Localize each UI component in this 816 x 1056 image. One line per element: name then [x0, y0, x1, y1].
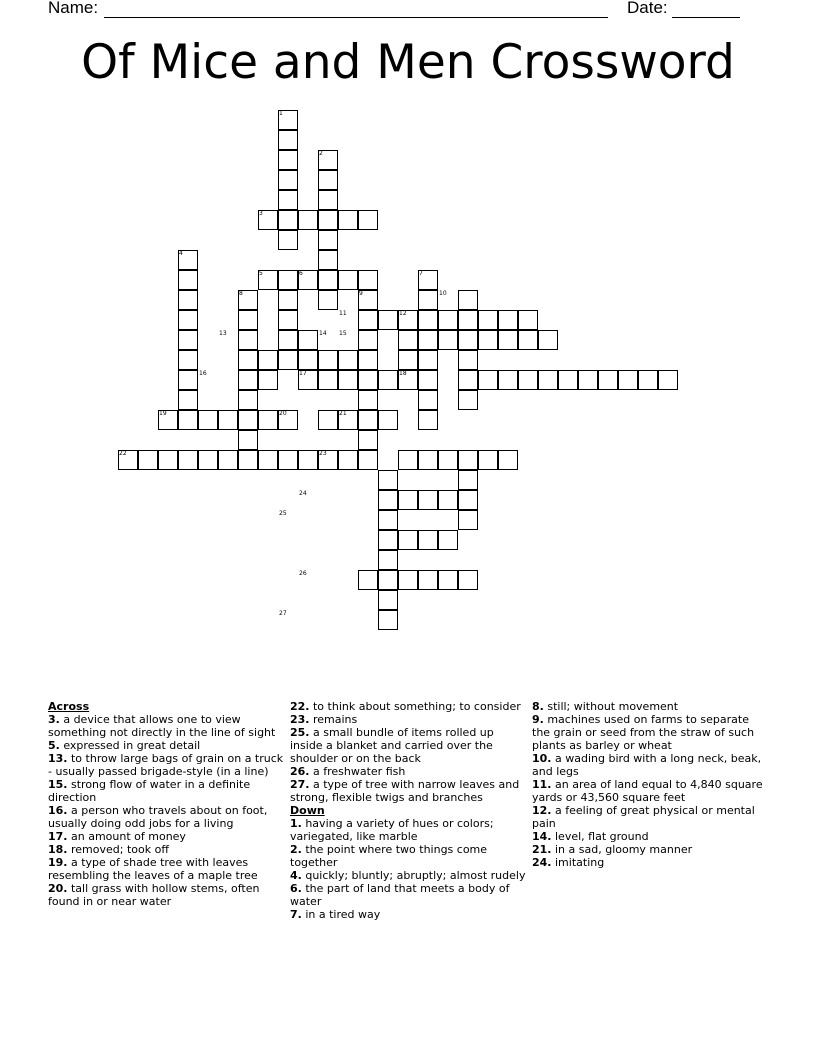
clue-text: tall grass with hollow stems, often found in or near water	[48, 882, 260, 908]
grid-cell[interactable]	[278, 290, 298, 310]
grid-cell[interactable]	[358, 210, 378, 230]
grid-cell[interactable]	[178, 310, 198, 330]
clue-text: a wading bird with a long neck, beak, and legs	[532, 752, 762, 778]
clue-number-label: 7	[419, 270, 423, 277]
clue-text: a person who travels about on foot, usually doing odd jobs for a living	[48, 804, 268, 830]
grid-cell[interactable]	[418, 370, 438, 390]
grid-cell[interactable]	[358, 390, 378, 410]
clue-number: 4.	[290, 869, 302, 882]
grid-cell[interactable]	[278, 170, 298, 190]
grid-cell[interactable]	[178, 270, 198, 290]
clue-item	[290, 843, 526, 869]
clue-text: a small bundle of items rolled up inside a blanket and carried over the shoulder or on the back	[290, 726, 494, 765]
clue-text: to throw large bags of grain on a truck - usually passed brigade-style (in a line)	[48, 752, 284, 778]
grid-cell[interactable]	[418, 450, 438, 470]
grid-cell[interactable]	[458, 470, 478, 490]
grid-cell[interactable]	[378, 370, 398, 390]
grid-cell[interactable]	[318, 410, 338, 430]
grid-cell[interactable]	[278, 210, 298, 230]
clue-text: a freshwater fish	[309, 765, 406, 778]
clue-number: 10.	[532, 752, 552, 765]
clue-item	[532, 804, 768, 830]
grid-cell[interactable]	[178, 330, 198, 350]
grid-cell[interactable]	[318, 270, 338, 290]
clue-item	[48, 713, 284, 739]
grid-cell[interactable]	[238, 430, 258, 450]
grid-cell[interactable]	[518, 370, 538, 390]
clue-number-label: 21	[339, 410, 347, 417]
grid-cell[interactable]	[478, 330, 498, 350]
grid-cell[interactable]	[278, 450, 298, 470]
grid-cell[interactable]	[298, 210, 318, 230]
clue-number-label: 22	[119, 450, 127, 457]
clue-number-label: 20	[279, 410, 287, 417]
across-heading: Across	[48, 700, 90, 713]
clue-text: the part of land that meets a body of water	[290, 882, 510, 908]
grid-cell[interactable]	[358, 310, 378, 330]
grid-cell[interactable]	[318, 170, 338, 190]
grid-cell[interactable]	[298, 350, 318, 370]
grid-cell[interactable]	[378, 410, 398, 430]
grid-cell[interactable]	[238, 410, 258, 430]
grid-cell[interactable]	[498, 330, 518, 350]
clue-text: a type of shade tree with leaves resembling the leaves of a maple tree	[48, 856, 258, 882]
clue-text: a device that allows one to view something not directly in the line of sight	[48, 713, 276, 739]
clue-item	[290, 713, 526, 726]
grid-cell[interactable]	[378, 590, 398, 610]
grid-cell[interactable]	[358, 570, 378, 590]
grid-cell[interactable]	[378, 310, 398, 330]
clue-number-label: 24	[299, 490, 307, 497]
grid-cell[interactable]	[458, 390, 478, 410]
grid-cell[interactable]	[478, 310, 498, 330]
clue-text: imitating	[551, 856, 605, 869]
clue-number: 12.	[532, 804, 552, 817]
grid-cell[interactable]	[638, 370, 658, 390]
grid-cell[interactable]	[278, 190, 298, 210]
clue-number-label: 25	[279, 510, 287, 517]
clue-number: 20.	[48, 882, 68, 895]
clue-text: in a sad, gloomy manner	[551, 843, 693, 856]
clue-text: an area of land equal to 4,840 square yards or 43,560 square feet	[532, 778, 763, 804]
clue-number-label: 3	[259, 210, 263, 217]
date-label: Date:	[627, 0, 668, 17]
grid-cell[interactable]	[338, 450, 358, 470]
clue-number-label: 27	[279, 610, 287, 617]
clue-number: 24.	[532, 856, 552, 869]
clue-text: an amount of money	[67, 830, 186, 843]
grid-cell[interactable]	[178, 390, 198, 410]
clue-number: 26.	[290, 765, 310, 778]
clue-item	[48, 882, 284, 908]
clue-item	[48, 843, 284, 856]
clue-text: having a variety of hues or colors; variegated, like marble	[290, 817, 494, 843]
grid-cell[interactable]	[458, 450, 478, 470]
grid-cell[interactable]	[238, 310, 258, 330]
grid-cell[interactable]	[318, 190, 338, 210]
clue-item	[48, 778, 284, 804]
grid-cell[interactable]	[278, 350, 298, 370]
page-title: Of Mice and Men Crossword	[81, 35, 735, 90]
grid-cell[interactable]	[318, 230, 338, 250]
clue-number: 22.	[290, 700, 310, 713]
grid-cell[interactable]	[338, 270, 358, 290]
clue-number: 25.	[290, 726, 310, 739]
grid-cell[interactable]	[518, 330, 538, 350]
grid-cell[interactable]	[278, 330, 298, 350]
name-label: Name:	[48, 0, 99, 17]
grid-cell[interactable]	[318, 370, 338, 390]
clue-number-label: 16	[199, 370, 207, 377]
grid-cell[interactable]	[358, 270, 378, 290]
grid-cell[interactable]	[598, 370, 618, 390]
grid-cell[interactable]	[458, 310, 478, 330]
clue-text: remains	[309, 713, 358, 726]
clue-item	[532, 856, 768, 869]
clue-number-label: 19	[159, 410, 167, 417]
grid-cell[interactable]	[438, 530, 458, 550]
clue-number-label: 14	[319, 330, 327, 337]
grid-cell[interactable]	[418, 350, 438, 370]
grid-cell[interactable]	[618, 370, 638, 390]
grid-cell[interactable]	[458, 510, 478, 530]
grid-cell[interactable]	[318, 210, 338, 230]
grid-cell[interactable]	[538, 330, 558, 350]
grid-cell[interactable]	[418, 310, 438, 330]
clue-item	[48, 804, 284, 830]
clue-number-label: 18	[399, 370, 407, 377]
clue-item	[532, 778, 768, 804]
grid-cell[interactable]	[338, 210, 358, 230]
grid-cell[interactable]	[398, 330, 418, 350]
grid-cell[interactable]	[478, 370, 498, 390]
clue-text: still; without movement	[543, 700, 679, 713]
grid-cell[interactable]	[278, 310, 298, 330]
clue-number: 19.	[48, 856, 68, 869]
clues-column-2	[290, 700, 526, 921]
clue-item	[48, 830, 284, 843]
grid-cell[interactable]	[358, 350, 378, 370]
grid-cell[interactable]	[278, 130, 298, 150]
clue-number-label: 13	[219, 330, 227, 337]
clue-number: 3.	[48, 713, 60, 726]
clue-item	[290, 778, 526, 804]
clue-number-label: 15	[339, 330, 347, 337]
grid-cell[interactable]	[418, 410, 438, 430]
grid-cell[interactable]	[458, 330, 478, 350]
grid-cell[interactable]	[178, 370, 198, 390]
grid-cell[interactable]	[238, 330, 258, 350]
clue-item	[532, 830, 768, 843]
clue-number: 21.	[532, 843, 552, 856]
grid-cell[interactable]	[238, 370, 258, 390]
clues-column-1	[48, 700, 284, 908]
clue-number-label: 23	[319, 450, 327, 457]
grid-cell[interactable]	[298, 330, 318, 350]
clue-item	[290, 700, 526, 713]
clue-number: 17.	[48, 830, 68, 843]
grid-cell[interactable]	[418, 390, 438, 410]
grid-cell[interactable]	[138, 450, 158, 470]
grid-cell[interactable]	[578, 370, 598, 390]
clue-text: level, flat ground	[551, 830, 649, 843]
grid-cell[interactable]	[378, 570, 398, 590]
clue-item	[290, 765, 526, 778]
grid-cell[interactable]	[458, 570, 478, 590]
clue-number-label: 9	[359, 290, 363, 297]
clue-number: 14.	[532, 830, 552, 843]
grid-cell[interactable]	[498, 450, 518, 470]
grid-cell[interactable]	[238, 350, 258, 370]
grid-cell[interactable]	[238, 450, 258, 470]
clue-text: to think about something; to consider	[309, 700, 521, 713]
clue-text: quickly; bluntly; abruptly; almost rudely	[301, 869, 526, 882]
clue-number: 15.	[48, 778, 68, 791]
clue-number: 6.	[290, 882, 302, 895]
grid-cell[interactable]	[278, 230, 298, 250]
clue-number: 5.	[48, 739, 60, 752]
clue-number: 13.	[48, 752, 68, 765]
grid-cell[interactable]	[358, 450, 378, 470]
grid-cell[interactable]	[338, 350, 358, 370]
clue-number-label: 26	[299, 570, 307, 577]
grid-cell[interactable]	[418, 330, 438, 350]
grid-cell[interactable]	[358, 430, 378, 450]
grid-cell[interactable]	[378, 470, 398, 490]
clue-number-label: 1	[279, 110, 283, 117]
clue-item	[532, 713, 768, 752]
grid-cell[interactable]	[178, 350, 198, 370]
clue-number: 27.	[290, 778, 310, 791]
grid-cell[interactable]	[198, 410, 218, 430]
grid-cell[interactable]	[458, 290, 478, 310]
clue-number: 7.	[290, 908, 302, 921]
grid-cell[interactable]	[178, 450, 198, 470]
clue-number: 8.	[532, 700, 544, 713]
grid-cell[interactable]	[278, 150, 298, 170]
clue-item	[290, 817, 526, 843]
grid-cell[interactable]	[438, 490, 458, 510]
grid-cell[interactable]	[178, 410, 198, 430]
grid-cell[interactable]	[458, 350, 478, 370]
clue-number-label: 4	[179, 250, 183, 257]
grid-cell[interactable]	[398, 450, 418, 470]
clue-text: strong flow of water in a definite direction	[48, 778, 251, 804]
grid-cell[interactable]	[318, 250, 338, 270]
clue-number-label: 17	[299, 370, 307, 377]
grid-cell[interactable]	[338, 370, 358, 390]
clue-item	[48, 856, 284, 882]
clue-number-label: 6	[299, 270, 303, 277]
clue-text: removed; took off	[67, 843, 169, 856]
grid-cell[interactable]	[278, 270, 298, 290]
clue-number: 11.	[532, 778, 552, 791]
clue-item	[290, 908, 526, 921]
clue-text: in a tired way	[301, 908, 381, 921]
clue-number-label: 12	[399, 310, 407, 317]
clue-number: 18.	[48, 843, 68, 856]
grid-cell[interactable]	[178, 290, 198, 310]
grid-cell[interactable]	[438, 570, 458, 590]
grid-cell[interactable]	[258, 450, 278, 470]
grid-cell[interactable]	[378, 610, 398, 630]
clue-text: a type of tree with narrow leaves and strong, flexible twigs and branches	[290, 778, 520, 804]
clue-text: expressed in great detail	[59, 739, 201, 752]
clue-number: 9.	[532, 713, 544, 726]
clue-text: machines used on farms to separate the grain or seed from the straw of such plants as barley or wheat	[532, 713, 755, 752]
clue-number-label: 11	[339, 310, 347, 317]
grid-cell[interactable]	[398, 350, 418, 370]
grid-cell[interactable]	[478, 450, 498, 470]
grid-cell[interactable]	[518, 310, 538, 330]
grid-cell[interactable]	[398, 490, 418, 510]
grid-cell[interactable]	[558, 370, 578, 390]
clue-item	[290, 726, 526, 765]
clue-number-label: 10	[439, 290, 447, 297]
grid-cell[interactable]	[378, 530, 398, 550]
clue-number: 16.	[48, 804, 68, 817]
grid-cell[interactable]	[318, 350, 338, 370]
grid-cell[interactable]	[258, 410, 278, 430]
grid-cell[interactable]	[398, 530, 418, 550]
grid-cell[interactable]	[658, 370, 678, 390]
grid-cell[interactable]	[418, 290, 438, 310]
grid-cell[interactable]	[418, 490, 438, 510]
grid-cell[interactable]	[218, 450, 238, 470]
grid-cell[interactable]	[378, 510, 398, 530]
clue-text: a feeling of great physical or mental pain	[532, 804, 755, 830]
grid-cell[interactable]	[198, 450, 218, 470]
clue-item	[532, 700, 768, 713]
clue-number-label: 5	[259, 270, 263, 277]
grid-cell[interactable]	[218, 410, 238, 430]
clues-column-3	[532, 700, 768, 869]
clue-item	[532, 843, 768, 856]
clue-number: 23.	[290, 713, 310, 726]
grid-cell[interactable]	[298, 450, 318, 470]
grid-cell[interactable]	[498, 310, 518, 330]
grid-cell[interactable]	[358, 330, 378, 350]
clue-number: 1.	[290, 817, 302, 830]
grid-cell[interactable]	[458, 370, 478, 390]
clue-number: 2.	[290, 843, 302, 856]
grid-cell[interactable]	[258, 350, 278, 370]
clue-item	[48, 739, 284, 752]
grid-cell[interactable]	[358, 410, 378, 430]
clue-item	[290, 869, 526, 882]
grid-cell[interactable]	[458, 490, 478, 510]
down-heading: Down	[290, 804, 325, 817]
grid-cell[interactable]	[438, 310, 458, 330]
grid-cell[interactable]	[418, 530, 438, 550]
clue-text: the point where two things come together	[290, 843, 488, 869]
grid-cell[interactable]	[378, 490, 398, 510]
grid-cell[interactable]	[398, 570, 418, 590]
grid-cell[interactable]	[438, 330, 458, 350]
grid-cell[interactable]	[538, 370, 558, 390]
clue-item	[48, 752, 284, 778]
grid-cell[interactable]	[238, 390, 258, 410]
grid-cell[interactable]	[498, 370, 518, 390]
grid-cell[interactable]	[158, 450, 178, 470]
grid-cell[interactable]	[418, 570, 438, 590]
clue-item	[290, 882, 526, 908]
grid-cell[interactable]	[438, 450, 458, 470]
grid-cell[interactable]	[378, 550, 398, 570]
clue-item	[532, 752, 768, 778]
clue-number-label: 8	[239, 290, 243, 297]
clue-number-label: 2	[319, 150, 323, 157]
grid-cell[interactable]	[318, 290, 338, 310]
grid-cell[interactable]	[358, 370, 378, 390]
grid-cell[interactable]	[258, 370, 278, 390]
